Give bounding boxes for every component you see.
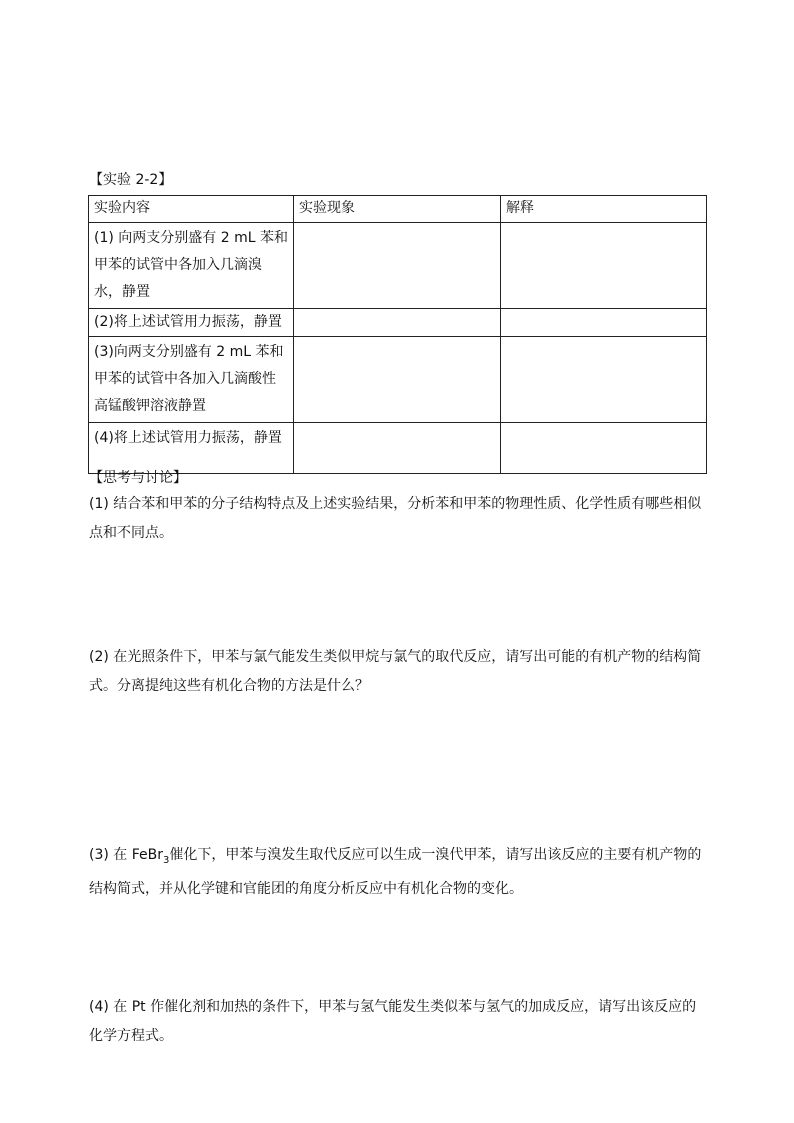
table-row	[89, 223, 707, 309]
experiment-table	[88, 195, 707, 474]
table-row	[89, 337, 707, 423]
cell-content: (4)将上述试管用力振荡，静置	[89, 423, 294, 474]
header-phenomenon: 实验现象	[294, 196, 501, 223]
experiment-heading: 【实验 2-2】	[89, 172, 173, 188]
cell-phenomenon[interactable]	[294, 223, 501, 309]
table-row	[89, 309, 707, 337]
table-row	[89, 423, 707, 474]
cell-phenomenon[interactable]	[294, 337, 501, 423]
discussion-heading: 【思考与讨论】	[89, 470, 187, 486]
cell-phenomenon[interactable]	[294, 423, 501, 474]
question-3-suffix: 催化下，甲苯与溴发生取代反应可以生成一溴代甲苯，请写出该反应的主要有机产物的结构简式，并从化学键和官能团的角度分析反应中有机化合物的变化。	[89, 847, 702, 897]
cell-content: (3)向两支分别盛有 2 mL 苯和甲苯的试管中各加入几滴酸性高锰酸钾溶液静置	[89, 337, 294, 423]
cell-explanation[interactable]	[501, 309, 707, 337]
question-3-prefix: (3) 在 FeBr	[89, 847, 163, 863]
cell-phenomenon[interactable]	[294, 309, 501, 337]
question-3	[89, 841, 709, 904]
question-1: (1) 结合苯和甲苯的分子结构特点及上述实验结果，分析苯和甲苯的物理性质、化学性质有哪些相似点和不同点。	[89, 496, 702, 541]
question-4: (4) 在 Pt 作催化剂和加热的条件下，甲苯与氢气能发生类似苯与氢气的加成反应，请写出该反应的化学方程式。	[89, 999, 697, 1044]
question-3-subscript: 3	[163, 854, 170, 866]
cell-explanation[interactable]	[501, 223, 707, 309]
question-2: (2) 在光照条件下，甲苯与氯气能发生类似甲烷与氯气的取代反应，请写出可能的有机产物的结构简式。分离提纯这些有机化合物的方法是什么？	[89, 649, 702, 694]
header-explanation: 解释	[501, 196, 707, 223]
table-header-row	[89, 196, 707, 223]
cell-explanation[interactable]	[501, 423, 707, 474]
cell-content: (2)将上述试管用力振荡，静置	[89, 309, 294, 337]
cell-content: (1) 向两支分别盛有 2 mL 苯和甲苯的试管中各加入几滴溴水，静置	[89, 223, 294, 309]
cell-explanation[interactable]	[501, 337, 707, 423]
header-content: 实验内容	[89, 196, 294, 223]
